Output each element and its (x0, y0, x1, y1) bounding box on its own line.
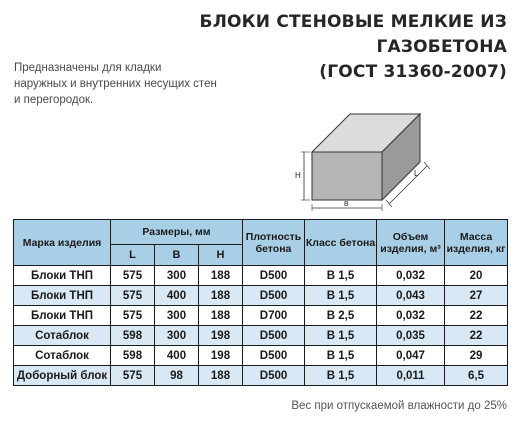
title-line-2: (ГОСТ 31360-2007) (319, 62, 507, 82)
table-row (14, 366, 508, 386)
cell-h: 198 (199, 346, 243, 366)
cell-l: 598 (111, 326, 155, 346)
title-line-1: БЛОКИ СТЕНОВЫЕ МЕЛКИЕ ИЗ ГАЗОБЕТОНА (199, 12, 507, 57)
cell-mass: 20 (445, 266, 508, 286)
cell-class: B 1,5 (305, 346, 377, 366)
cell-density: D500 (243, 266, 305, 286)
cell-class: B 1,5 (305, 366, 377, 386)
footnote: Вес при отпускаемой влажности до 25% (291, 400, 507, 412)
header-dim-l: L (111, 245, 155, 266)
cell-h: 188 (199, 266, 243, 286)
cell-density: D500 (243, 346, 305, 366)
header-mark: Марка изделия (14, 220, 111, 266)
description (14, 60, 254, 108)
dimension-l-tick-start (386, 200, 392, 207)
cell-l: 575 (111, 266, 155, 286)
cell-mass: 22 (445, 306, 508, 326)
header-dim-b: B (155, 245, 199, 266)
cell-h: 188 (199, 306, 243, 326)
cell-volume: 0,047 (377, 346, 445, 366)
cell-class: B 1,5 (305, 326, 377, 346)
dimension-l-label: L (414, 169, 419, 178)
cell-b: 300 (155, 306, 199, 326)
cell-mark: Блоки ТНП (14, 286, 111, 306)
cell-density: D500 (243, 366, 305, 386)
block-dimensions-diagram (290, 100, 460, 215)
dimension-h-label: H (295, 171, 301, 180)
table-row (14, 346, 508, 366)
cell-mass: 22 (445, 326, 508, 346)
cell-volume: 0,032 (377, 306, 445, 326)
cell-mark: Блоки ТНП (14, 306, 111, 326)
cell-h: 188 (199, 366, 243, 386)
block-front-face (312, 152, 382, 200)
cell-volume: 0,011 (377, 366, 445, 386)
table-row (14, 286, 508, 306)
header-dimensions: Размеры, мм (111, 220, 243, 245)
header-density: Плотность бетона (243, 220, 305, 266)
description-line-1: Предназначены для кладки (14, 62, 162, 74)
description-line-3: и перегородок. (14, 94, 94, 106)
cell-volume: 0,043 (377, 286, 445, 306)
cell-mark: Сотаблок (14, 326, 111, 346)
table-header-row (14, 220, 508, 245)
header-mass: Масса изделия, кг (445, 220, 508, 266)
cell-density: D500 (243, 326, 305, 346)
cell-b: 300 (155, 266, 199, 286)
specifications-table (13, 219, 508, 386)
cell-class: B 2,5 (305, 306, 377, 326)
cell-density: D500 (243, 286, 305, 306)
cell-mass: 27 (445, 286, 508, 306)
table-row (14, 266, 508, 286)
cell-b: 98 (155, 366, 199, 386)
cell-l: 575 (111, 366, 155, 386)
cell-l: 575 (111, 286, 155, 306)
description-line-2: наружных и внутренних несущих стен (14, 78, 217, 90)
cell-h: 188 (199, 286, 243, 306)
cell-volume: 0,032 (377, 266, 445, 286)
cell-l: 575 (111, 306, 155, 326)
cell-class: B 1,5 (305, 266, 377, 286)
cell-density: D700 (243, 306, 305, 326)
cell-mark: Блоки ТНП (14, 266, 111, 286)
cell-b: 400 (155, 286, 199, 306)
header-dim-h: H (199, 245, 243, 266)
cell-class: B 1,5 (305, 286, 377, 306)
header-class: Класс бетона (305, 220, 377, 266)
cell-mass: 6,5 (445, 366, 508, 386)
table-row (14, 326, 508, 346)
cell-h: 198 (199, 326, 243, 346)
cell-volume: 0,035 (377, 326, 445, 346)
cell-mass: 29 (445, 346, 508, 366)
header-volume: Объем изделия, м³ (377, 220, 445, 266)
cell-mark: Доборный блок (14, 366, 111, 386)
cell-b: 300 (155, 326, 199, 346)
cell-b: 400 (155, 346, 199, 366)
dimension-b-label: B (344, 201, 349, 208)
cell-mark: Сотаблок (14, 346, 111, 366)
table-row (14, 306, 508, 326)
cell-l: 598 (111, 346, 155, 366)
